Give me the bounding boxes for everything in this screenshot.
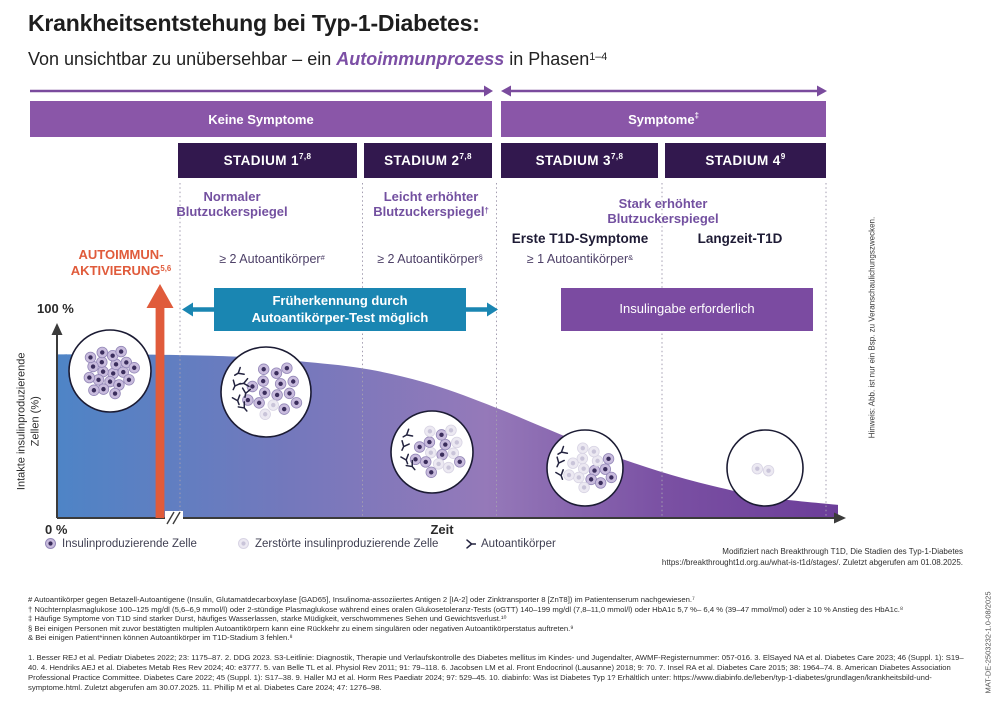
stage-label: STADIUM 2 (384, 153, 460, 168)
cell-nucleus (581, 446, 585, 450)
cell-snapshot (221, 347, 311, 437)
cell-nucleus (451, 451, 455, 455)
stage-bar-stadium-2 (364, 143, 492, 178)
note-autoimmune-activation (47, 247, 195, 278)
cell-snapshot (547, 430, 623, 506)
legend-label: Insulinproduzierende Zelle (62, 537, 197, 550)
note-sup: § (478, 252, 483, 262)
cell-snapshot (69, 330, 151, 412)
note-sup: † (484, 205, 489, 215)
arrowhead-left (501, 86, 511, 97)
cell-nucleus (117, 383, 121, 387)
note-line: Normaler (203, 189, 261, 204)
stage-bar-stadium-3 (501, 143, 658, 178)
cell-nucleus (101, 387, 105, 391)
cell-nucleus (766, 468, 770, 472)
cell-nucleus (598, 481, 602, 485)
cell-nucleus (263, 412, 267, 416)
x-axis-label: Zeit (430, 522, 454, 537)
cell-nucleus (119, 349, 123, 353)
page-subtitle (28, 49, 607, 70)
note-line: ≥ 2 Autoantikörper (219, 252, 321, 266)
cell-nucleus (581, 466, 585, 470)
cell-nucleus (428, 429, 432, 433)
subtitle-suffix: in Phasen (504, 49, 590, 69)
cell-nucleus (101, 369, 105, 373)
cell-nucleus (449, 428, 453, 432)
autoimmune-activation-arrow-shaft (156, 306, 165, 518)
cell-nucleus (446, 465, 450, 469)
cell-nucleus (580, 456, 584, 460)
cell-nucleus (282, 407, 286, 411)
cell-nucleus (275, 393, 279, 397)
cell-nucleus (595, 459, 599, 463)
note-autoantibodies-stage3 (492, 252, 668, 266)
disclaimer-vertical-note: Hinweis: Abb. ist nur ein Bsp. zu Veranschaulichungszwecken. (867, 216, 877, 439)
phase-bar-symptome (501, 101, 826, 137)
cell-nucleus (91, 364, 95, 368)
cell-nucleus (413, 457, 417, 461)
stage-label: STADIUM 4 (705, 153, 781, 168)
footnotes (28, 595, 970, 643)
note-autoantibodies-stage1 (183, 252, 361, 266)
cell-nucleus (424, 460, 428, 464)
autoantibody-icon (462, 537, 476, 551)
box-line: Autoantikörper-Test möglich (251, 309, 429, 325)
legend-item-intact-cell (44, 537, 197, 550)
note-sup: & (628, 252, 634, 262)
cell-nucleus (257, 401, 261, 405)
cell-nucleus (592, 468, 596, 472)
cell-nucleus (287, 391, 291, 395)
y-axis-arrowhead (52, 323, 63, 335)
cell-nucleus (291, 379, 295, 383)
cell-nucleus (582, 485, 586, 489)
stage-sup: 7,8 (459, 152, 472, 162)
x-axis-arrowhead (834, 513, 846, 524)
cell-nucleus (285, 366, 289, 370)
insulin-producing-cell-icon (44, 537, 57, 550)
cell-nucleus (417, 445, 421, 449)
cell-nucleus (114, 362, 118, 366)
note-line: ≥ 1 Autoantikörper (526, 252, 629, 266)
note-strongly-elevated-blood-sugar (565, 196, 761, 227)
y-axis-title-line: Zellen (%) (30, 396, 42, 447)
y-axis-min-label: 0 % (45, 522, 68, 537)
cell-nucleus (111, 371, 115, 375)
cell-nucleus (294, 401, 298, 405)
cell-nucleus (261, 379, 265, 383)
cell-nucleus (606, 457, 610, 461)
cell-nucleus (124, 360, 128, 364)
phase-label: Symptome (628, 111, 695, 127)
source-attribution (662, 547, 963, 568)
phase-bar-keine-symptome (30, 101, 492, 137)
note-line: Blutzuckerspiegel (176, 204, 288, 220)
cell-nucleus (113, 391, 117, 395)
note-longterm-t1d: Langzeit-T1D (697, 231, 783, 246)
note-slightly-elevated-blood-sugar (342, 189, 520, 220)
phase-label: Keine Symptome (208, 111, 314, 127)
note-first-t1d-symptoms: Erste T1D-Symptome (511, 231, 649, 246)
cell-nucleus (271, 403, 275, 407)
stage-sup: 9 (780, 152, 786, 162)
footnote: ‡ Häufige Symptome von T1D sind starker Durst, häufiges Wasserlassen, starke Müdigkeit, verschwommenes Sehen und Gewichtsverlust.¹⁰ (28, 614, 507, 623)
autoimmune-activation-arrowhead (147, 284, 174, 308)
cell-nucleus (436, 462, 440, 466)
y-axis-title (15, 326, 44, 516)
cell-nucleus (429, 470, 433, 474)
note-line: AKTIVIERUNG (70, 262, 161, 278)
cell-snapshot (727, 430, 803, 506)
source-url: https://breakthrought1d.org.au/what-is-t1d/stages/. Zuletzt abgerufen am 01.08.2025. (661, 557, 963, 567)
footnote: & Bei einigen Patient*innen können Autoantikörper im T1D-Stadium 3 fehlen.⁸ (28, 633, 293, 642)
arrowhead-right (817, 86, 827, 97)
cell-nucleus (246, 398, 250, 402)
cell-nucleus (274, 371, 278, 375)
cell-nucleus (92, 388, 96, 392)
arrowhead-right (484, 86, 493, 97)
cell-nucleus (110, 353, 114, 357)
cell-nucleus (132, 366, 136, 370)
cell-nucleus (609, 475, 613, 479)
subtitle-references-sup: 1–4 (589, 51, 608, 64)
cell-nucleus (567, 473, 571, 477)
material-code: MAT-DE-2503232-1.0-08/2025 (983, 591, 993, 694)
cell-nucleus (427, 440, 431, 444)
cell-nucleus (96, 378, 100, 382)
stage-label: STADIUM 3 (535, 153, 611, 168)
footnote: † Nüchternplasmaglukose 100–125 mg/dl (5,6–6,9 mmol/l) oder 2-stündige Plasmaglukose während eines oralen Glukosetoleranz-Tests (oGTT) 140–199 mg/dl (7,8–11,0 mmol/l) oder HbA1c 5,7 %– 6,4 % (39–47 mmol/mol) oder ≥ 10 % Anstieg des HbA1c.⁸ (28, 604, 904, 614)
legend-item-destroyed-cell (237, 537, 438, 550)
early-detection-box (214, 288, 466, 331)
cell-nucleus (278, 382, 282, 386)
y-axis-max-label: 100 % (37, 301, 74, 316)
cell-nucleus (261, 367, 265, 371)
cell-nucleus (127, 378, 131, 382)
cell-nucleus (439, 433, 443, 437)
cell-nucleus (100, 360, 104, 364)
box-line: Früherkennung durch (272, 293, 408, 309)
note-sup: 5,6 (160, 264, 172, 274)
stage-sup: 7,8 (298, 152, 312, 162)
note-line: Leicht erhöhter (383, 189, 479, 204)
cell-nucleus (440, 453, 444, 457)
cell-nucleus (589, 477, 593, 481)
note-line: ≥ 2 Autoantikörper (377, 252, 479, 266)
cell-nucleus (458, 460, 462, 464)
y-axis-title-line: Intakte insulinproduzierende (15, 352, 28, 491)
cell-nucleus (88, 355, 92, 359)
legend-label: Autoantikörper (481, 538, 556, 550)
cell-nucleus (443, 442, 447, 446)
note-sup: # (320, 252, 325, 262)
cell-nucleus (87, 375, 91, 379)
note-line: Stark erhöhter (618, 196, 708, 211)
footnote: § Bei einigen Personen mit zuvor bestätigten multiplen Autoantikörpern kann eine Rückkehr zu einem singulären oder negativen Autoantikörperstatus auftreten.⁹ (28, 623, 574, 633)
cell-nucleus (262, 391, 266, 395)
note-line: Blutzuckerspiegel (607, 211, 719, 227)
cell-nucleus (455, 440, 459, 444)
note-line: Blutzuckerspiegel (373, 204, 485, 220)
insulin-required-box: Insulingabe erforderlich (561, 288, 813, 331)
legend-item-autoantibody (462, 537, 556, 551)
legend-label: Zerstörte insulinproduzierende Zelle (255, 537, 439, 550)
subtitle-prefix: Von unsichtbar zu unübersehbar – ein (28, 49, 337, 69)
cell-nucleus (429, 451, 433, 455)
cell-nucleus (577, 475, 581, 479)
references: 1. Besser REJ et al. Pediatr Diabetes 2022; 23: 1175–87. 2. DDG 2023. S3-Leitlinie: Diagnostik, Therapie und Verlaufskontrolle des Diabetes mellitus im Kindes- und Jugendalter, AWMF-Registernummer: 057-016. 3. ElSayed NA et al. Diabetes Care 2023; 46 (Suppl. 1): S19–40. 4. Hendriks AEJ et al. Diabetes Metab Res Rev 2024; 40: e3777. 5. van Belle TL et al. Physiol Rev 2011; 91: 79–118. 6. Jacobsen LM et al. Front Endocrinol (Lausanne) 2018; 9: 70. 7. Insel RA et al. Diabetes Care 2015; 38: 1964–74. 8. American Diabetes Association Professional Practice Committee. Diabetes Care 2022; 45 (Suppl. 1): S17–38. 9. Haller MJ et al. Horm Res Paediatr 2024; 97: 529–45. 10. diabinfo: Was ist Diabetes Typ 1? Erhältlich unter: https://www.diabinfo.de/leben/typ-1-diabetes/grundlagen/krankheitsbild-und-symptome.html. Zuletzt abgerufen am 30.07.2025. 11. Phillip M et al. Diabetes Care 2024; 47: 1276–98. (28, 653, 964, 692)
note-normal-blood-sugar (143, 189, 321, 220)
stage-label: STADIUM 1 (223, 153, 299, 168)
cell-nucleus (755, 467, 759, 471)
stage-bar-stadium-4 (665, 143, 826, 178)
cell-nucleus (592, 449, 596, 453)
stage-bar-stadium-1 (178, 143, 357, 178)
source-line: Modifiziert nach Breakthrough T1D, Die Stadien des Typ-1-Diabetes (722, 547, 963, 556)
subtitle-highlight: Autoimmunprozess (336, 49, 505, 69)
stage-sup: 7,8 (610, 152, 624, 162)
cell-nucleus (250, 384, 254, 388)
cell-nucleus (571, 461, 575, 465)
cell-snapshot (391, 411, 473, 493)
page-title: Krankheitsentstehung bei Typ-1-Diabetes: (28, 10, 480, 36)
note-line: AUTOIMMUN- (78, 247, 164, 262)
early-detection-arrowhead (182, 303, 193, 317)
footnote: # Autoantikörper gegen Betazell-Autoantigene (Insulin, Glutamatdecarboxylase [GAD65], Insulinoma-assoziiertes Antigen 2 [IA-2] oder Zinktransporter 8 [ZnT8]) im Patientenserum nachgewiesen.⁷ (28, 595, 695, 604)
phase-footnote-sup: ‡ (694, 111, 699, 120)
cell-nucleus (121, 370, 125, 374)
cell-nucleus (108, 379, 112, 383)
destroyed-cell-icon (237, 537, 250, 550)
cell-nucleus (603, 467, 607, 471)
cell-nucleus (100, 350, 104, 354)
